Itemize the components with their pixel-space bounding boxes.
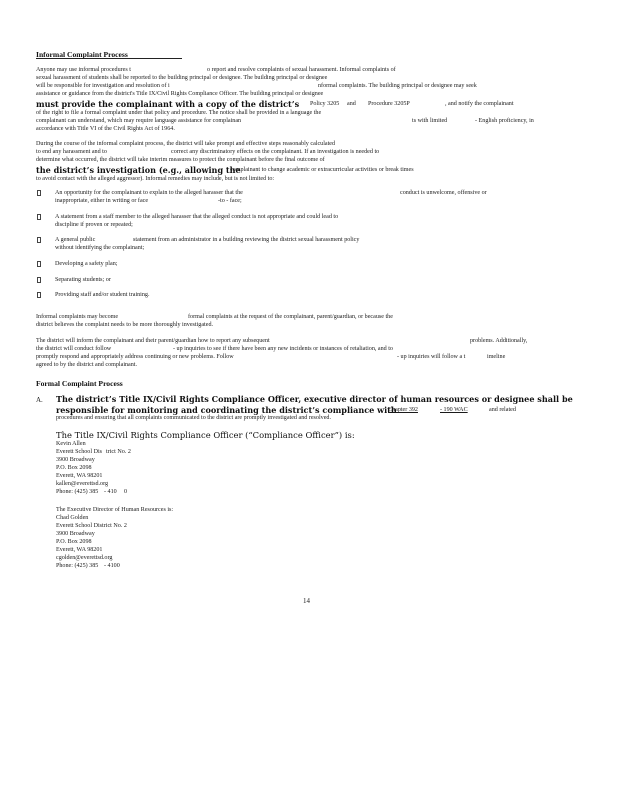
hr-email[interactable]: cgolden@everettsd.org — [56, 555, 113, 561]
p1-line3a: will be responsible for investigation and resolution of i — [36, 83, 170, 89]
hr-street: 3900 Broadway — [56, 531, 95, 537]
p3-line2: district believes the complaint needs to be more thoroughly investigated. — [36, 322, 214, 328]
p4-line1b: problems. Additionally, — [470, 338, 528, 344]
bullet-marker — [37, 214, 41, 220]
p4-line3b: - up inquiries will follow a t — [397, 354, 466, 360]
p4-line4: agreed to by the district and complainant. — [36, 362, 138, 368]
officer-district-b: trict No. 2 — [106, 449, 131, 455]
p1-line4: assistance or guidance from the district's Title IX/Civil Rights Compliance Officer. The building principal or designee — [36, 91, 324, 97]
officer-name: Kevin Allen — [56, 441, 86, 447]
p1-line1a: Anyone may use informal procedures t — [36, 67, 131, 73]
bullet3-c: without identifying the complainant; — [55, 245, 145, 251]
bullet1-c: inappropriate, either in writing or face — [55, 198, 149, 204]
bullet-marker — [37, 277, 41, 283]
p1-procedure: Procedure 3205P — [368, 101, 410, 107]
officer-phone-a: Phone: (425) 385 — [56, 489, 99, 495]
officer-district-a: Everett School Dis — [56, 449, 103, 455]
bullet-marker — [37, 237, 41, 243]
p1b-line2b: ts with limited — [412, 118, 448, 124]
officer-phone-b: - 410 — [104, 489, 117, 495]
item-letter: A. — [36, 396, 43, 404]
p2-big-a: the district’s investigation (e.g., allowing the — [36, 165, 241, 175]
officer-city: Everett, WA 98201 — [56, 473, 103, 479]
hr-heading: The Executive Director of Human Resources is: — [56, 507, 174, 513]
hr-pobox: P.O. Box 2098 — [56, 539, 92, 545]
p1b-line2a: complainant can understand, which may require language assistance for complainan — [36, 118, 242, 124]
officer-phone-c: 0 — [124, 489, 128, 495]
p4-line1a: The district will inform the complainant and their parent/guardian how to report any subsequent — [36, 338, 270, 344]
bullet-marker — [37, 261, 41, 267]
hr-name: Chad Golden — [56, 515, 89, 521]
formal-heading: Formal Complaint Process — [36, 379, 123, 388]
hr-city: Everett, WA 98201 — [56, 547, 103, 553]
wac-link[interactable]: - 190 WAC — [440, 407, 468, 413]
officer-email[interactable]: kallen@everettsd.org — [56, 481, 109, 487]
p2-line3: determine what occurred, the district will take interim measures to protect the complainant before the final outcome of — [36, 157, 325, 163]
bullet3-b: statement from an administrator in a building reviewing the district sexual harassment policy — [133, 237, 360, 243]
bullet2-b: discipline if proven or repeated; — [55, 222, 133, 228]
p2b-line: to avoid contact with the alleged aggressor). Informal remedies may include, but is not limited to: — [36, 176, 275, 182]
p2-line2b: correct any discriminatory effects on the complainant. If an investigation is needed to — [171, 149, 380, 155]
p1-line1b: o report and resolve complaints of sexual harassment. Informal complaints of — [207, 67, 396, 73]
bullet1-b: conduct is unwelcome, offensive or — [400, 190, 487, 196]
page-number: 14 — [303, 597, 310, 605]
p2-line2a: to end any harassment and to — [36, 149, 107, 155]
hr-phone-b: - 4100 — [104, 563, 120, 569]
bullet6: Providing staff and/or student training. — [55, 292, 150, 298]
bullet3-a: A general public — [55, 237, 96, 243]
informal-heading: Informal Complaint Process — [36, 50, 128, 59]
p4-line3a: promptly respond and appropriately address continuing or new problems. Follow — [36, 354, 234, 360]
p3-line1b: formal complaints at the request of the complainant, parent/guardian, or because the — [188, 314, 393, 320]
p1-line2: sexual harassment of students shall be reported to the building principal or designee. The building principal or designee — [36, 75, 328, 81]
hr-phone-a: Phone: (425) 385 — [56, 563, 99, 569]
p4-line3c: imeline — [487, 354, 506, 360]
chapter-link[interactable]: Chapter 392 — [388, 407, 418, 413]
p4-line2b: - up inquiries to see if there have been any new incidents or instances of retaliation, and to — [173, 346, 393, 352]
p1-line3b: nformal complaints. The building principal or designee may seek — [318, 83, 477, 89]
heading-underline — [36, 58, 182, 59]
p1-policy: Policy 3205 — [310, 101, 340, 107]
p1-notify: , and notify the complainant — [445, 101, 514, 107]
bullet1-a: An opportunity for the complainant to explain to the alleged harasser that the — [55, 190, 243, 196]
officer-street: 3900 Broadway — [56, 457, 95, 463]
bullet-marker — [37, 292, 41, 298]
bullet-marker — [37, 190, 41, 196]
p1-and: and — [347, 101, 356, 107]
formal-a-line2: responsible for monitoring and coordinating the district’s compliance with — [56, 405, 397, 415]
bullet2-a: A statement from a staff member to the alleged harasser that the alleged conduct is not appropriate and could lead to — [55, 214, 339, 220]
bullet5: Separating students; or — [55, 277, 111, 283]
formal-a-line3: procedures and ensuring that all complaints communicated to the district are promptly investigated and resolved. — [56, 415, 331, 421]
p2-line1: During the course of the informal complaint process, the district will take prompt and effective steps reasonably calculated — [36, 141, 336, 147]
hr-district: Everett School District No. 2 — [56, 523, 127, 529]
bullet1-d: -to - face; — [218, 198, 242, 204]
and-related: and related — [489, 407, 516, 413]
officer-heading: The Title IX/Civil Rights Compliance Officer (“Compliance Officer”) is: — [56, 430, 355, 440]
p1b-line2c: - English proficiency, in — [475, 118, 534, 124]
bullet4: Developing a safety plan; — [55, 261, 118, 267]
p1b-line1: of the right to file a formal complaint under that policy and procedure. The notice shall be provided in a language the — [36, 110, 322, 116]
p1b-line3: accordance with Title VI of the Civil Rights Act of 1964. — [36, 126, 175, 132]
p1-big-a: must provide the complainant with a copy of the district’s — [36, 99, 300, 109]
formal-a-line1: The district’s Title IX/Civil Rights Compliance Officer, executive director of human resources or designee shall be — [56, 394, 573, 404]
officer-pobox: P.O. Box 2098 — [56, 465, 92, 471]
p4-line2a: the district will conduct follow — [36, 346, 112, 352]
p3-line1a: Informal complaints may become — [36, 314, 119, 320]
p2-big-b: complainant to change academic or extracurricular activities or break times — [230, 167, 414, 173]
